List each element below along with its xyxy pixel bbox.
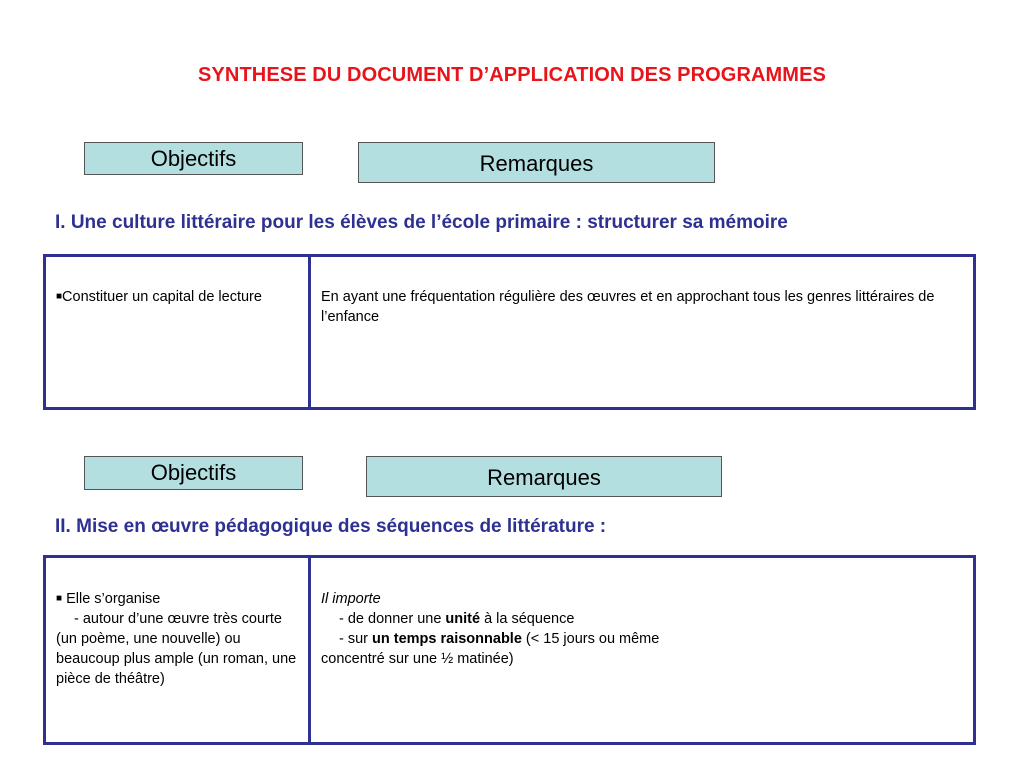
objectif-line bbox=[56, 589, 298, 609]
remarque-intro: Il importe bbox=[321, 591, 381, 607]
bullet-icon: ■ bbox=[56, 593, 63, 604]
remarque-item-2: - sur un temps raisonnable (< 15 jours ou même concentré sur une ½ matinée) bbox=[321, 631, 660, 667]
section-table-1 bbox=[43, 254, 976, 410]
objectif-intro: Elle s’organise bbox=[62, 591, 161, 607]
objectif-detail: - autour d’une œuvre très courte (un poème, une nouvelle) ou beaucoup plus ample (un roman, une pièce de théâtre) bbox=[56, 611, 297, 687]
bullet-icon: ■ bbox=[56, 291, 63, 302]
remarque-text: En ayant une fréquentation régulière des œuvres et en approchant tous les genres littéraires de l’enfance bbox=[321, 289, 935, 325]
section-heading-2: II. Mise en œuvre pédagogique des séquences de littérature : bbox=[55, 516, 607, 537]
remarques-cell bbox=[311, 257, 973, 407]
objectifs-cell bbox=[46, 257, 311, 407]
page-title: SYNTHESE DU DOCUMENT D’APPLICATION DES PROGRAMMES bbox=[198, 64, 826, 86]
section-table-2 bbox=[43, 555, 976, 745]
section-heading-1: I. Une culture littéraire pour les élèves de l’école primaire : structurer sa mémoire bbox=[55, 212, 788, 233]
remarques-label-box: Remarques bbox=[366, 456, 722, 497]
remarque-item-1: - de donner une unité à la séquence bbox=[339, 611, 575, 627]
objectif-text: Constituer un capital de lecture bbox=[62, 289, 262, 305]
objectifs-label-box: Objectifs bbox=[84, 456, 303, 490]
remarques-cell bbox=[311, 558, 973, 742]
objectifs-cell bbox=[46, 558, 311, 742]
remarques-label-box: Remarques bbox=[358, 142, 715, 183]
objectifs-label-box: Objectifs bbox=[84, 142, 303, 175]
